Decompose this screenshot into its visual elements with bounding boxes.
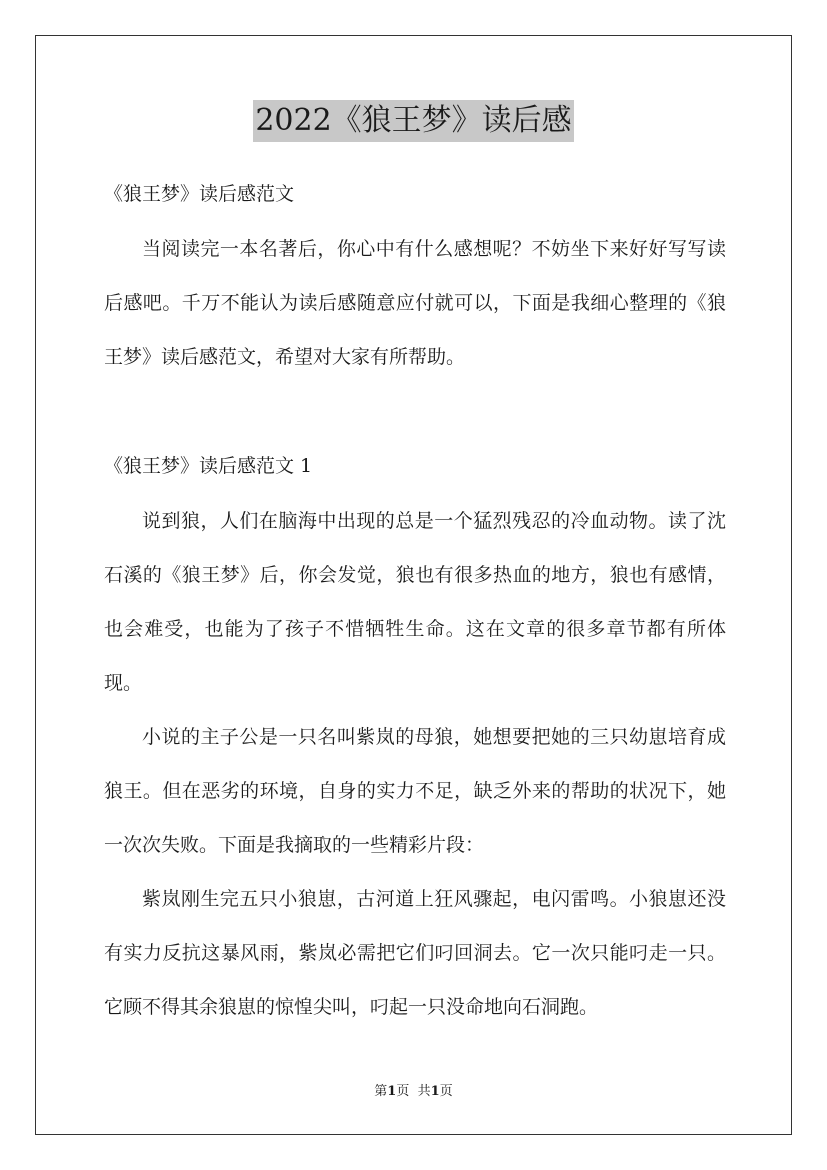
total-pages: 1 [430,1084,440,1099]
total-suffix: 页 [439,1084,453,1099]
page-prefix: 第 [374,1084,388,1099]
body-paragraph-2: 小说的主子公是一只名叫紫岚的母狼，她想要把她的三只幼崽培育成狼王。但在恶劣的环境，自身的实力不足，缺乏外来的帮助的状况下，她一次次失败。下面是我摘取的一些精彩片段： [104,726,726,856]
page-number: 1 [387,1084,397,1099]
section-heading: 《狼王梦》读后感范文 1 [104,455,313,477]
body-paragraph-3: 紫岚刚生完五只小狼崽，古河道上狂风骤起，电闪雷鸣。小狼崽还没有实力反抗这暴风雨，紫岚必需把它们叼回洞去。它一次只能叼走一只。它顾不得其余狼崽的惊惶尖叫，叼起一只没命地向石洞跑。 [104,888,726,1018]
document-title: 2022《狼王梦》读后感 [253,100,573,142]
page-suffix: 页 [396,1084,410,1099]
body-paragraph-1: 说到狼，人们在脑海中出现的总是一个猛烈残忍的冷血动物。读了沈石溪的《狼王梦》后，你会发觉，狼也有很多热血的地方，狼也有感情，也会难受，也能为了孩子不惜牺牲生命。这在文章的很多章节都有所体现。 [104,510,726,694]
page-footer [0,1083,827,1101]
document-subtitle: 《狼王梦》读后感范文 [104,183,295,205]
intro-paragraph: 当阅读完一本名著后，你心中有什么感想呢？不妨坐下来好好写写读后感吧。千万不能认为读后感随意应付就可以，下面是我细心整理的《狼王梦》读后感范文，希望对大家有所帮助。 [104,238,726,368]
total-prefix: 共 [417,1084,431,1099]
title-container [0,100,827,142]
